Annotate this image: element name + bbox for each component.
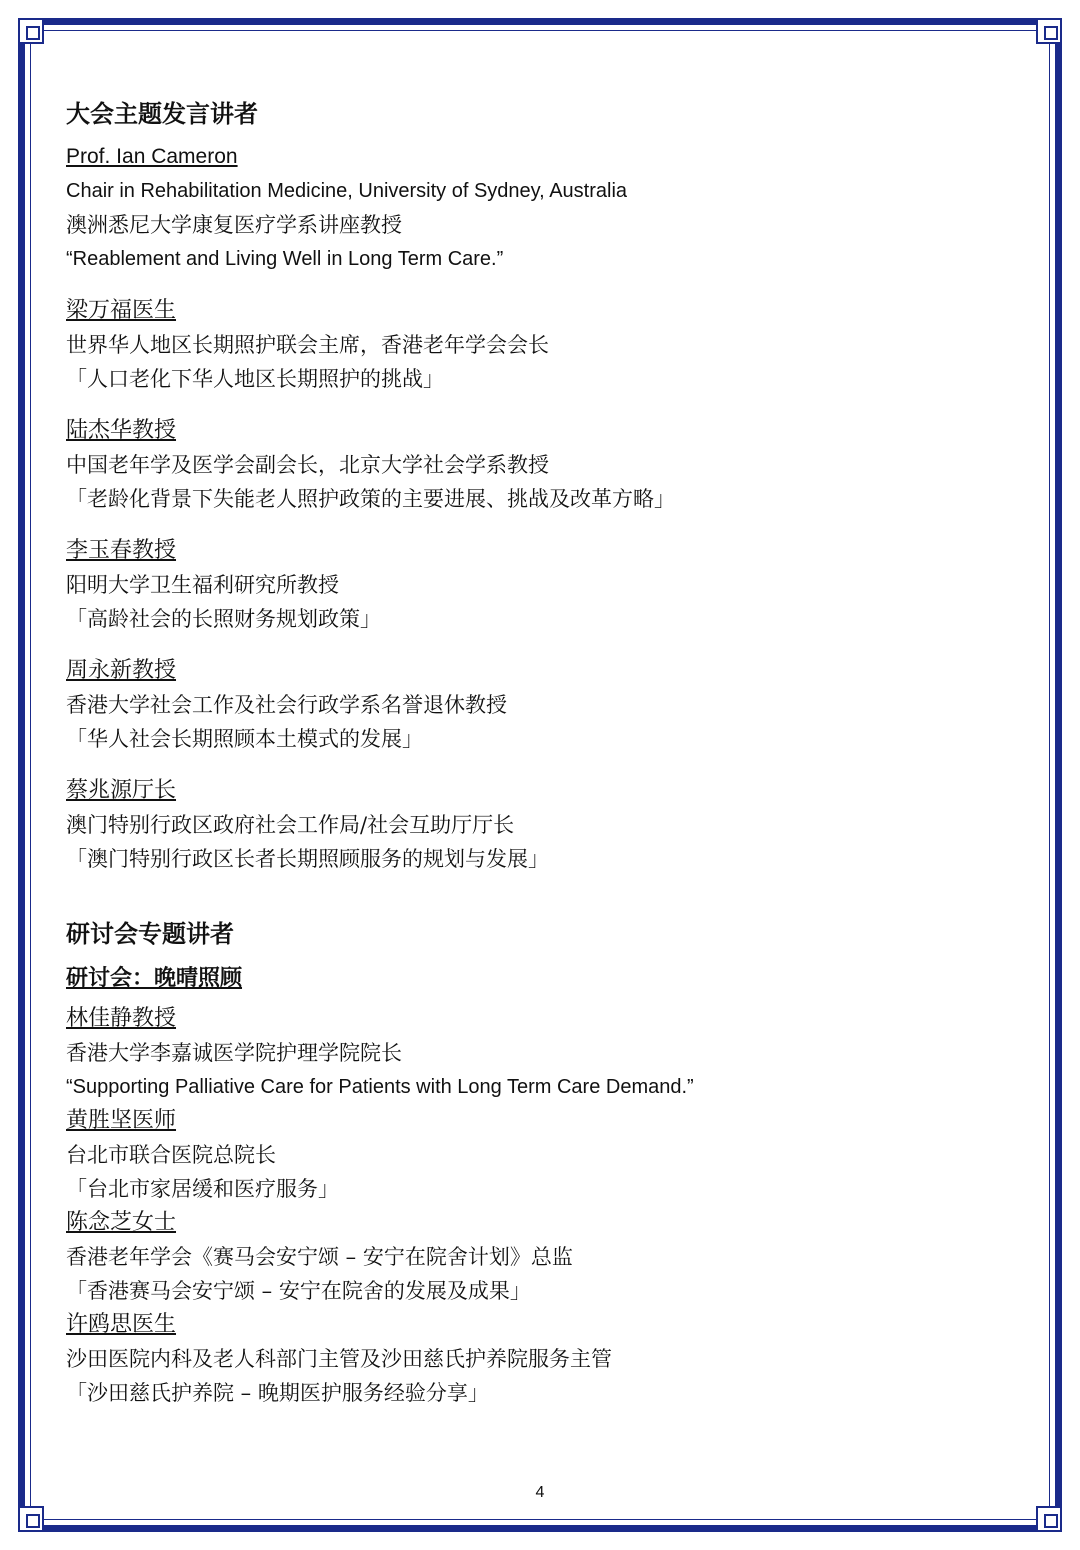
page-number: 4: [535, 1484, 545, 1501]
speaker-name: 蔡兆源厅长: [66, 778, 177, 803]
seminar-speaker: [66, 1002, 1006, 1104]
speaker-name: 李玉春教授: [66, 538, 177, 563]
speaker-name: Prof. Ian Cameron: [66, 145, 238, 168]
corner-ornament-top-right: [1036, 18, 1062, 44]
speech-topic: 「香港赛马会安宁颂 – 安宁在院舍的发展及成果」: [66, 1279, 531, 1303]
speaker-name: 陈念芝女士: [66, 1210, 177, 1235]
speech-topic: 「华人社会长期照顾本土模式的发展」: [66, 727, 423, 751]
speech-topic: 「澳门特别行政区长者长期照顾服务的规划与发展」: [66, 847, 549, 871]
speech-topic: “Supporting Palliative Care for Patients with Long Term Care Demand.”: [66, 1076, 694, 1098]
speaker-title: 沙田医院内科及老人科部门主管及沙田慈氏护养院服务主管: [66, 1347, 612, 1371]
speaker-name: 陆杰华教授: [66, 418, 177, 443]
speaker-name: 许鸥思医生: [66, 1312, 177, 1337]
speaker-name: 黄胜坚医师: [66, 1108, 177, 1133]
speech-topic: 「台北市家居缓和医疗服务」: [66, 1177, 339, 1201]
speaker-title: 香港老年学会《赛马会安宁颂 – 安宁在院舍计划》总监: [66, 1245, 573, 1269]
speaker-name: 梁万福医生: [66, 298, 177, 323]
seminar-speaker: [66, 1308, 1006, 1410]
speaker-name: 林佳静教授: [66, 1006, 177, 1031]
speaker-title: 澳门特别行政区政府社会工作局/社会互助厅厅长: [66, 813, 515, 837]
speech-topic: 「人口老化下华人地区长期照护的挑战」: [66, 367, 444, 391]
seminar-heading: 研讨会专题讲者: [66, 920, 234, 948]
seminar-subheading: 研讨会：晚晴照顾: [66, 966, 243, 991]
seminar-speaker: [66, 1104, 1006, 1206]
keynote-speaker: [66, 294, 1006, 396]
speech-topic: 「沙田慈氏护养院 – 晚期医护服务经验分享」: [66, 1381, 489, 1405]
speaker-title: 阳明大学卫生福利研究所教授: [66, 573, 339, 597]
speaker-title: 台北市联合医院总院长: [66, 1143, 276, 1167]
keynote-speaker: [66, 654, 1006, 756]
speaker-title: 香港大学社会工作及社会行政学系名誉退休教授: [66, 693, 507, 717]
keynote-speaker: [66, 414, 1006, 516]
corner-ornament-bottom-right: [1036, 1506, 1062, 1532]
speech-topic: “Reablement and Living Well in Long Term Care.”: [66, 248, 504, 270]
keynote-speaker: [66, 774, 1006, 876]
speaker-name: 周永新教授: [66, 658, 177, 683]
keynote-speaker: [66, 534, 1006, 636]
speaker-title: Chair in Rehabilitation Medicine, University of Sydney, Australia: [66, 180, 628, 202]
speaker-title: 中国老年学及医学会副会长，北京大学社会学系教授: [66, 453, 549, 477]
keynote-speaker: [66, 140, 1006, 276]
document-content: [66, 96, 1006, 1410]
speaker-title-chinese: 澳洲悉尼大学康复医疗学系讲座教授: [66, 213, 402, 237]
corner-ornament-top-left: [18, 18, 44, 44]
speech-topic: 「老龄化背景下失能老人照护政策的主要进展、挑战及改革方略」: [66, 487, 675, 511]
seminar-speaker: [66, 1206, 1006, 1308]
corner-ornament-bottom-left: [18, 1506, 44, 1532]
speaker-title: 世界华人地区长期照护联会主席，香港老年学会会长: [66, 333, 549, 357]
speech-topic: 「高龄社会的长照财务规划政策」: [66, 607, 381, 631]
speaker-title: 香港大学李嘉诚医学院护理学院院长: [66, 1041, 402, 1065]
keynote-heading: 大会主题发言讲者: [66, 100, 258, 128]
